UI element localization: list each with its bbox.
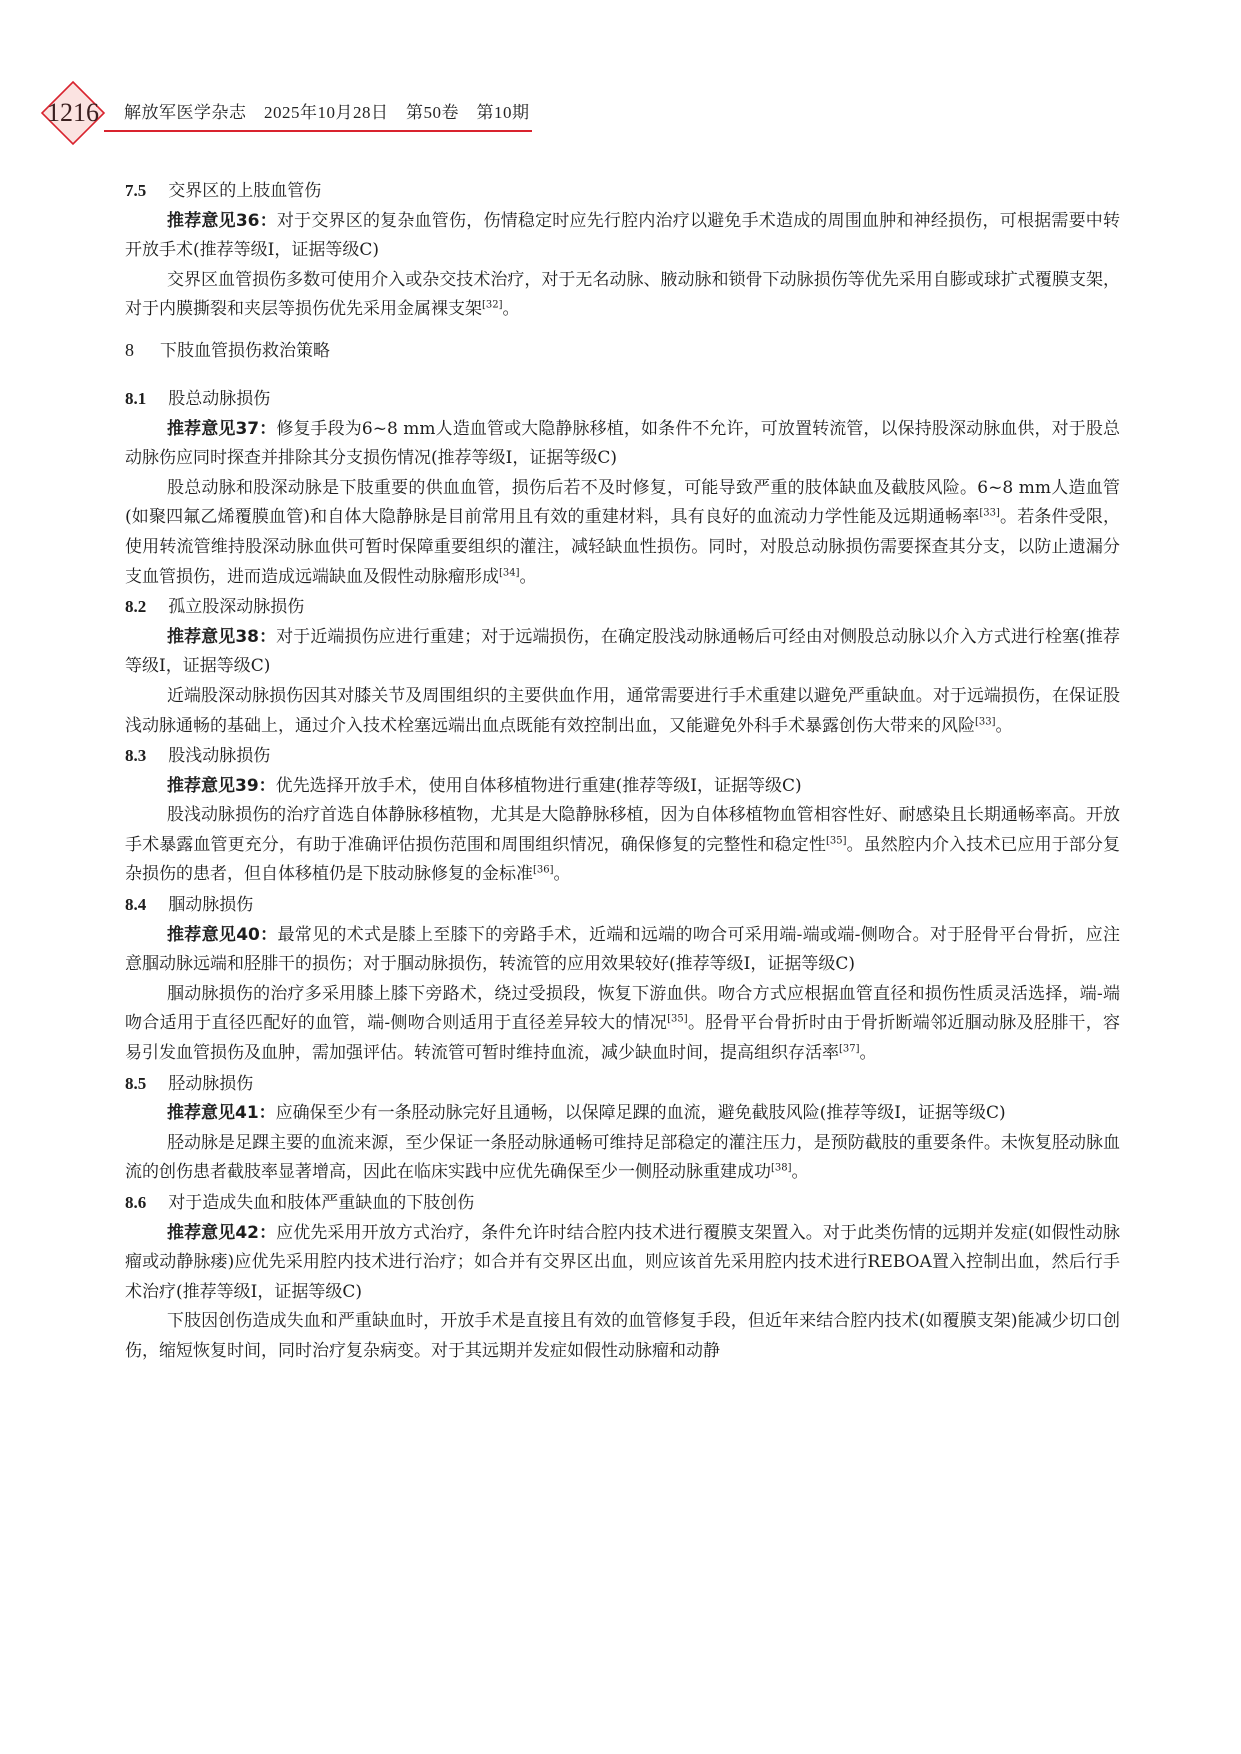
section-heading: 7.5 交界区的上肢血管伤 (125, 181, 322, 201)
citation: [33] (979, 507, 1000, 519)
citation: [32] (482, 299, 503, 311)
paragraph: 腘动脉损伤的治疗多采用膝上膝下旁路术，绕过受损段，恢复下游血供。吻合方式应根据血管直径和损伤性质灵活选择，端-端吻合适用于直径匹配好的血管，端-侧吻合则适用于直径差异较大的情况[35]。胫骨平台骨折时由于骨折断端邻近腘动脉及胫腓干，容易引发血管损伤及血肿，需加强评估。转流管可暂时维持血流，减少缺血时间，提高组织存活率[37]。 (125, 983, 1121, 1064)
recommendation: 推荐意见36：对于交界区的复杂血管伤，伤情稳定时应先行腔内治疗以避免手术造成的周围血肿和神经损伤，可根据需要中转开放手术(推荐等级Ⅰ，证据等级C) (125, 210, 1120, 261)
section-heading: 8.4 腘动脉损伤 (125, 895, 254, 916)
section-heading: 8.1 股总动脉损伤 (125, 388, 271, 409)
chapter-heading: 8 下肢血管损伤救治策略 (125, 339, 330, 361)
citation: [35] (825, 835, 847, 847)
citation: [33] (975, 715, 996, 727)
journal-header: 解放军医学杂志 2025年10月28日 第50卷 第10期 (124, 103, 530, 122)
citation: [34] (499, 566, 520, 578)
paragraph: 下肢因创伤造成失血和严重缺血时，开放手术是直接且有效的血管修复手段，但近年来结合腔内技术(如覆膜支架)能减少切口创伤，缩短恢复时间，同时治疗复杂病变。对于其远期并发症如假性动脉瘤和动静 (125, 1311, 1120, 1361)
recommendation: 推荐意见41：应确保至少有一条胫动脉完好且通畅，以保障足踝的血流，避免截肢风险(推荐等级Ⅰ，证据等级C) (167, 1103, 1006, 1124)
paragraph: 股总动脉和股深动脉是下肢重要的供血血管，损伤后若不及时修复，可能导致严重的肢体缺血及截肢风险。6~8 mm人造血管(如聚四氟乙烯覆膜血管)和自体大隐静脉是目前常用且有效的重建材料，具有良好的血流动力学性能及远期通畅率[33]。若条件受限，使用转流管维持股深动脉血供可暂时保障重要组织的灌注，减轻缺血性损伤。同时，对股总动脉损伤需要探查其分支，以防止遗漏分支血管损伤，进而造成远端缺血及假性动脉瘤形成[34]。 (125, 477, 1121, 587)
section-heading: 8.2 孤立股深动脉损伤 (125, 597, 305, 618)
article-body (125, 176, 1120, 1367)
paragraph: 近端股深动脉损伤因其对膝关节及周围组织的主要供血作用，通常需要进行手术重建以避免严重缺血。对于远端损伤，在保证股浅动脉通畅的基础上，通过介入技术栓塞远端出血点既能有效控制出血，又能避免外科手术暴露创伤大带来的风险[33]。 (125, 685, 1120, 736)
citation: [37] (839, 1043, 860, 1055)
citation: [38] (771, 1162, 792, 1174)
recommendation: 推荐意见39：优先选择开放手术，使用自体移植物进行重建(推荐等级Ⅰ，证据等级C) (167, 775, 802, 796)
citation: [35] (667, 1013, 688, 1025)
page-number: 1216 (47, 98, 99, 127)
paragraph: 股浅动脉损伤的治疗首选自体静脉移植物，尤其是大隐静脉移植，因为自体移植物血管相容性好、耐感染且长期通畅率高。开放手术暴露血管更充分，有助于准确评估损伤范围和周围组织情况，确保修复的完整性和稳定性[35]。虽然腔内介入技术已应用于部分复杂损伤的患者，但自体移植仍是下肢动脉修复的金标准[36]。 (125, 805, 1121, 885)
recommendation: 推荐意见37：修复手段为6~8 mm人造血管或大隐静脉移植，如条件不允许，可放置转流管，以保持股深动脉血供，对于股总动脉伤应同时探查并排除其分支损伤情况(推荐等级Ⅰ，证据等级C) (125, 418, 1120, 469)
header-divider (104, 130, 532, 132)
page-number-badge (40, 80, 106, 146)
recommendation: 推荐意见42：应优先采用开放方式治疗，条件允许时结合腔内技术进行覆膜支架置入。对于此类伤情的远期并发症(如假性动脉瘤或动静脉瘘)应优先采用腔内技术进行治疗；如合并有交界区出血，则应该首先采用腔内技术进行REBOA置入控制出血，然后行手术治疗(推荐等级Ⅰ，证据等级C) (125, 1222, 1120, 1302)
citation: [36] (533, 864, 554, 876)
recommendation: 推荐意见38：对于近端损伤应进行重建；对于远端损伤，在确定股浅动脉通畅后可经由对侧股总动脉以介入方式进行栓塞(推荐等级Ⅰ，证据等级C) (125, 626, 1120, 677)
section-heading: 8.5 胫动脉损伤 (125, 1073, 254, 1094)
paragraph: 交界区血管损伤多数可使用介入或杂交技术治疗，对于无名动脉、腋动脉和锁骨下动脉损伤等优先采用自膨或球扩式覆膜支架，对于内膜撕裂和夹层等损伤优先采用金属裸支架[32]。 (125, 269, 1120, 320)
paragraph: 胫动脉是足踝主要的血流来源，至少保证一条胫动脉通畅可维持足部稳定的灌注压力，是预防截肢的重要条件。未恢复胫动脉血流的创伤患者截肢率显著增高，因此在临床实践中应优先确保至少一侧胫动脉重建成功[38]。 (125, 1132, 1120, 1183)
recommendation: 推荐意见40：最常见的术式是膝上至膝下的旁路手术，近端和远端的吻合可采用端-端或端-侧吻合。对于胫骨平台骨折，应注意腘动脉远端和胫腓干的损伤；对于腘动脉损伤，转流管的应用效果较好(推荐等级Ⅰ，证据等级C) (125, 924, 1120, 975)
section-heading: 8.6 对于造成失血和肢体严重缺血的下肢创伤 (125, 1193, 475, 1213)
section-heading: 8.3 股浅动脉损伤 (125, 746, 271, 767)
